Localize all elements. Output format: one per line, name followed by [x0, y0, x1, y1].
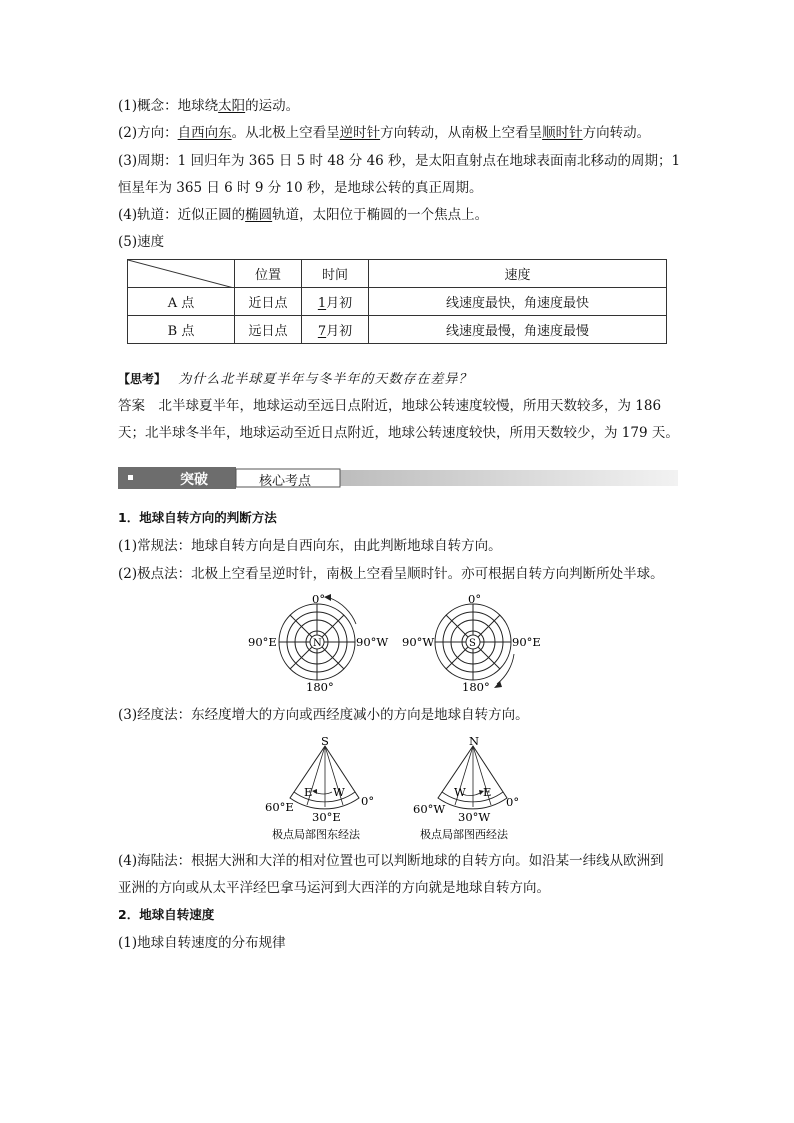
answer-line-1: 答案 北半球夏半年，地球运动至远日点附近，地球公转速度较慢，所用天数较多，为 186 — [118, 398, 662, 414]
row-speed: 线速度最快，角速度最快 — [369, 288, 667, 316]
north-center-label: N — [313, 638, 322, 649]
row-speed: 线速度最慢，角速度最慢 — [369, 316, 667, 344]
east-right-label: 0° — [361, 794, 375, 808]
row-time: 7月初 — [302, 316, 369, 344]
speed-distribution: (1)地球自转速度的分布规律 — [118, 935, 286, 951]
east-e-label: E — [304, 785, 313, 799]
south-polar-diagram — [402, 590, 552, 695]
south-top-label: 0° — [468, 592, 482, 606]
answer-line-2: 天；北半球冬半年，地球运动至近日点附近，地球公转速度较快，所用天数较少，为 179 天。 — [118, 425, 679, 441]
direction-line: (2)方向：自西向东。从北极上空看呈逆时针方向转动，从南极上空看呈顺时针方向转动。 — [118, 125, 651, 141]
method-land-sea-2: 亚洲的方向或从太平洋经巴拿马运河到大西洋的方向就是地球自转方向。 — [118, 880, 550, 896]
south-left-label: 90°W — [402, 635, 435, 649]
west-pole-label: N — [469, 734, 480, 748]
sector-outline — [290, 746, 359, 809]
east-left-label: 60°E — [265, 800, 294, 814]
west-caption: 极点局部图西经法 — [420, 828, 508, 841]
row-time: 1月初 — [302, 288, 369, 316]
diagonal-cell — [128, 260, 235, 288]
orbit-line: (4)轨道：近似正圆的椭圆轨道，太阳位于椭圆的一个焦点上。 — [118, 207, 489, 223]
north-bottom-label: 180° — [306, 680, 334, 694]
header-position: 位置 — [235, 260, 302, 288]
speed-table — [127, 259, 667, 344]
header-time: 时间 — [302, 260, 369, 288]
row-position: 近日点 — [235, 288, 302, 316]
west-left-label: 60°W — [413, 802, 446, 816]
row-label: B 点 — [128, 316, 235, 344]
diagonal-line — [128, 260, 234, 288]
section-tag: 突破 — [180, 472, 208, 488]
north-top-label: 0° — [312, 592, 326, 606]
sector-outline — [438, 746, 507, 809]
period-line-2: 恒星年为 365 日 6 时 9 分 10 秒，是地球公转的真正周期。 — [118, 180, 483, 196]
east-mid-label: 30°E — [312, 810, 341, 824]
section-title: 核心考点 — [259, 474, 312, 489]
north-left-label: 90°E — [248, 635, 277, 649]
west-right-label: 0° — [506, 795, 520, 809]
south-right-label: 90°E — [512, 635, 541, 649]
east-longitude-sector — [262, 734, 392, 844]
north-polar-diagram — [248, 590, 398, 695]
method-land-sea-1: (4)海陆法：根据大洲和大洋的相对位置也可以判断地球的自转方向。如沿某一纬线从欧洲到 — [118, 853, 664, 869]
west-mid-label: 30°W — [458, 810, 491, 824]
west-e-label: E — [483, 785, 492, 799]
header-speed: 速度 — [369, 260, 667, 288]
north-right-label: 90°W — [356, 635, 389, 649]
concept-line: (1)概念：地球绕太阳的运动。 — [118, 98, 300, 114]
west-w-label: W — [454, 785, 466, 799]
speed-heading: (5)速度 — [118, 234, 165, 250]
arrow-icon — [312, 789, 317, 794]
east-caption: 极点局部图东经法 — [272, 828, 360, 841]
south-bottom-label: 180° — [462, 680, 490, 694]
method-conventional: (1)常规法：地球自转方向是自西向东，由此判断地球自转方向。 — [118, 538, 502, 554]
table-row — [128, 288, 667, 316]
period-line-1: (3)周期：1 回归年为 365 日 5 时 48 分 46 秒，是太阳直射点在地球表面南北移动的周期；1 — [118, 153, 681, 169]
east-w-label: W — [333, 785, 345, 799]
row-position: 远日点 — [235, 316, 302, 344]
heading-rotation-direction: 1．地球自转方向的判断方法 — [118, 510, 277, 525]
row-label: A 点 — [128, 288, 235, 316]
west-longitude-sector — [410, 734, 540, 844]
south-center-label: S — [469, 638, 476, 649]
table-row — [128, 316, 667, 344]
think-question: 【思考】 为什么北半球夏半年与冬半年的天数存在差异？ — [118, 372, 473, 387]
section-banner — [118, 467, 678, 489]
heading-rotation-speed: 2．地球自转速度 — [118, 907, 215, 922]
method-pole: (2)极点法：北极上空看呈逆时针，南极上空看呈顺时针。亦可根据自转方向判断所处半球。 — [118, 566, 664, 582]
east-pole-label: S — [321, 734, 329, 748]
rotation-arrow-icon — [494, 681, 502, 688]
method-longitude: (3)经度法：东经度增大的方向或西经度减小的方向是地球自转方向。 — [118, 707, 529, 723]
